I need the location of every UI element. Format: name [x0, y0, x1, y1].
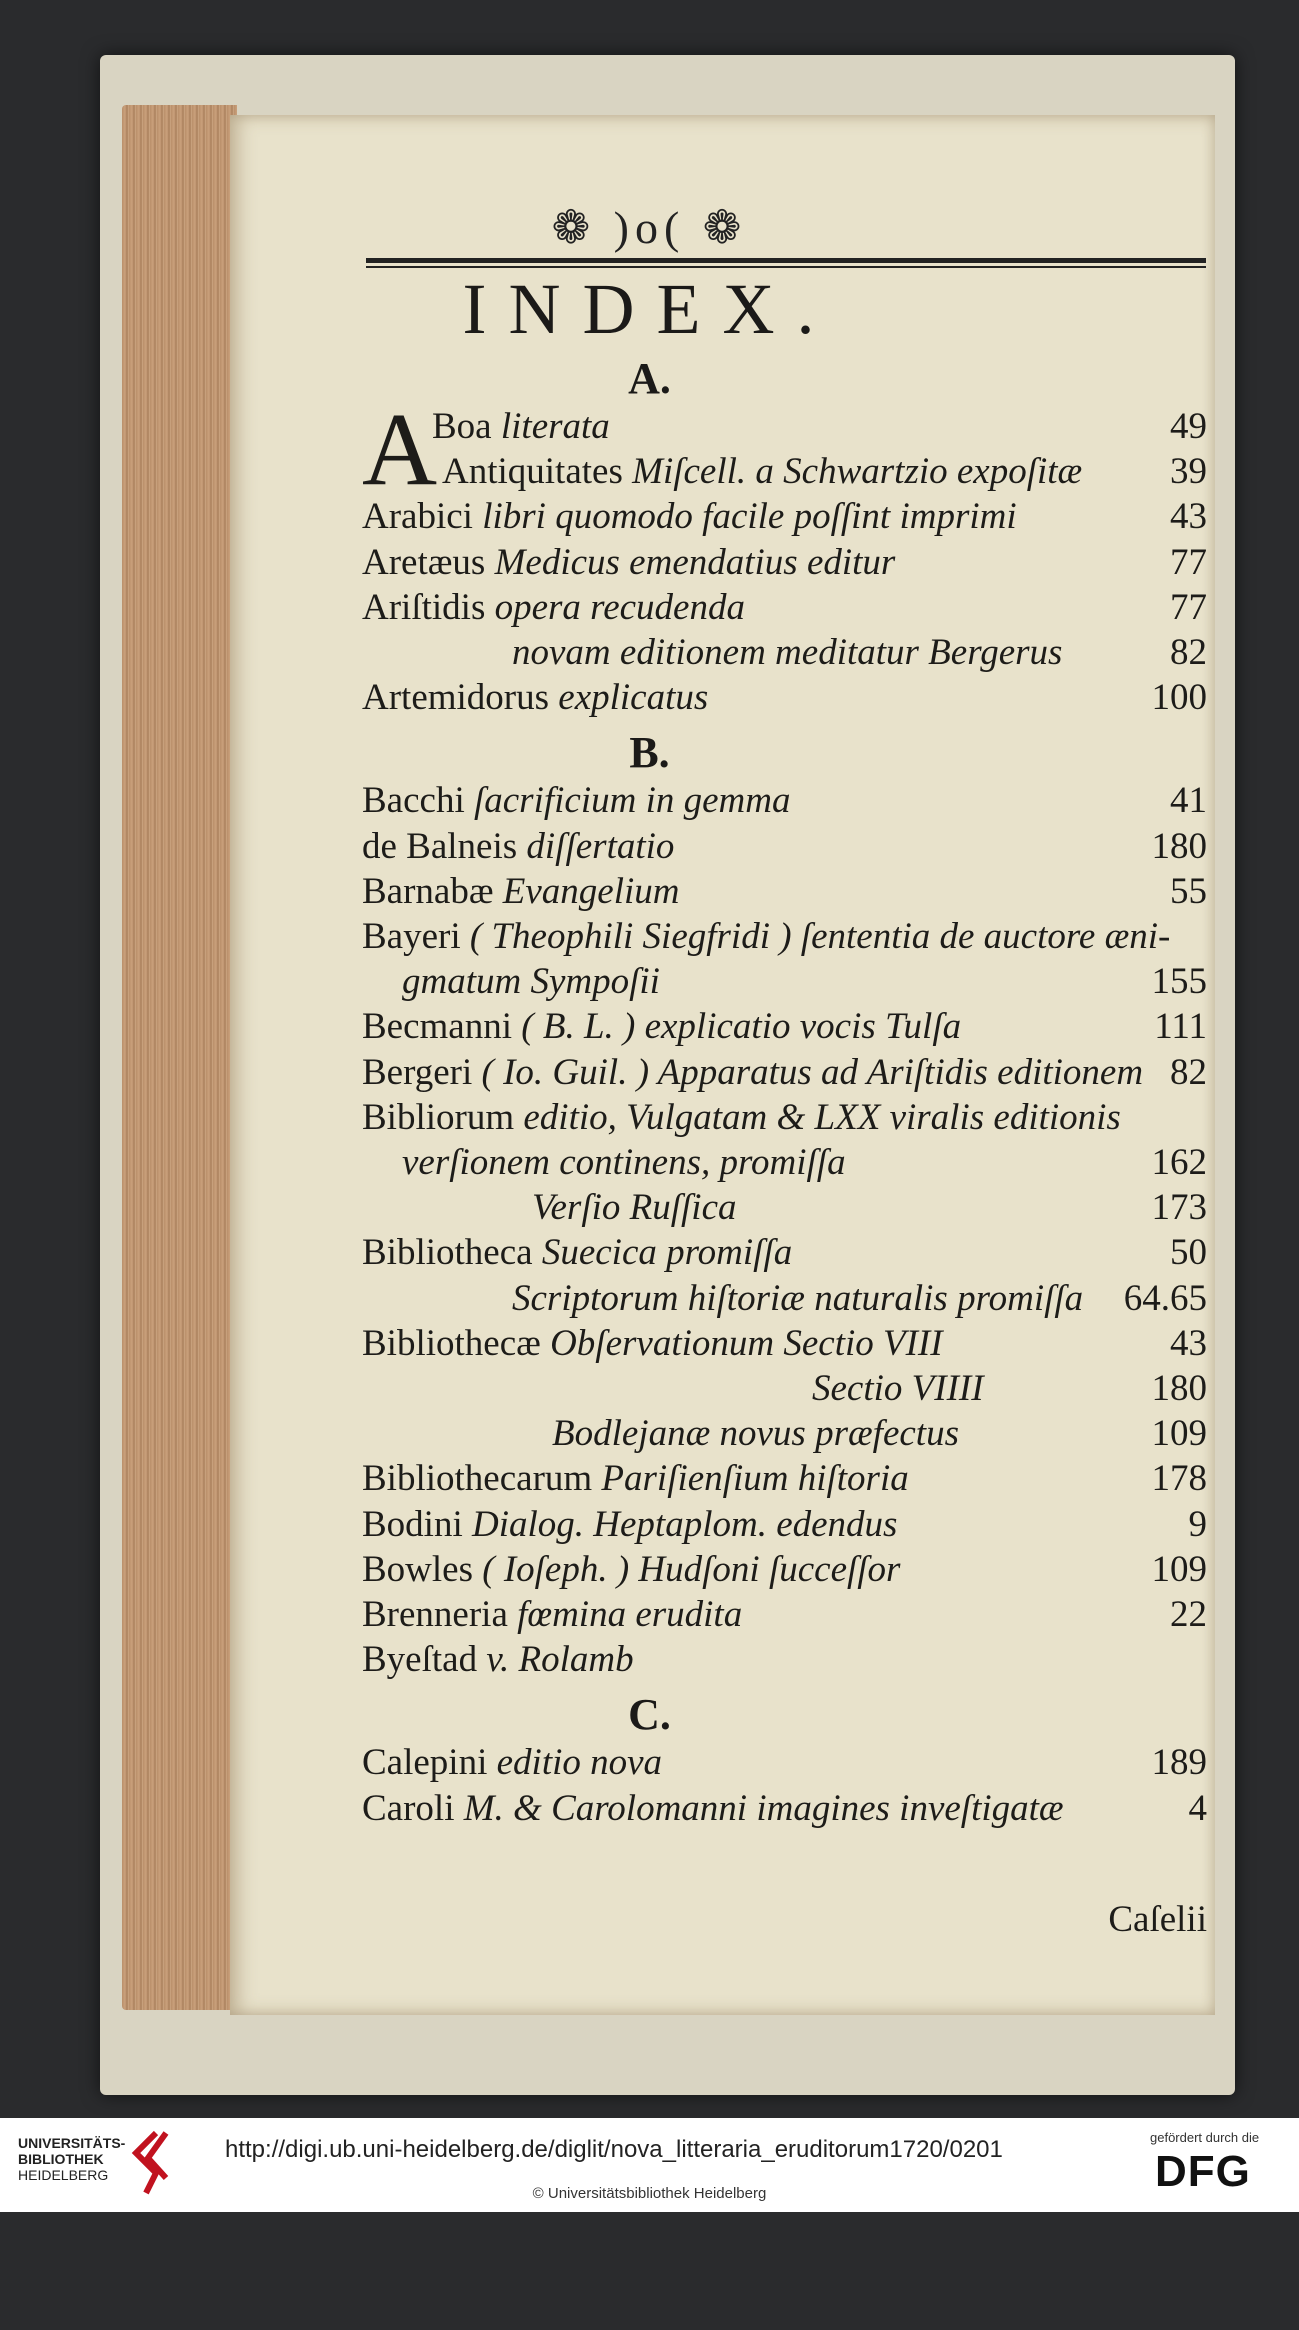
entry-description: ( Ioſeph. ) Hudſoni ſucceſſor — [473, 1548, 901, 1590]
entry-text — [442, 450, 1082, 493]
entry-headword: Bibliothecarum — [362, 1458, 593, 1500]
entry-description: Evangelium — [493, 870, 680, 912]
entry-text — [552, 1412, 959, 1455]
entry-text — [362, 870, 680, 913]
index-entry — [362, 915, 1207, 965]
entry-description: fœmina erudita — [507, 1594, 743, 1635]
entry-headword: Caroli — [362, 1787, 455, 1829]
entry-page-number: 77 — [1170, 586, 1207, 628]
entry-headword: Ariſtidis — [362, 586, 486, 628]
entry-text — [362, 541, 895, 584]
index-entry — [362, 405, 1207, 455]
index-entry — [362, 1005, 1207, 1055]
entry-text — [362, 676, 708, 719]
entry-description: gmatum Sympoſii — [402, 961, 660, 1003]
entry-page-number: 49 — [1170, 406, 1207, 447]
index-entry — [362, 1096, 1207, 1146]
library-logo-text: UNIVERSITÄTS- BIBLIOTHEK HEIDELBERG — [18, 2135, 126, 2183]
entry-description: novam editionem meditatur Bergerus — [512, 632, 1063, 673]
entry-description: M. & Carolomanni imagines inveſtigatæ — [454, 1787, 1064, 1829]
entry-page-number: 162 — [1151, 1142, 1207, 1183]
section-letter: B. — [629, 728, 670, 778]
entry-headword: Antiquitates — [442, 451, 623, 493]
entry-text — [362, 1457, 909, 1500]
index-entry — [362, 495, 1207, 545]
entry-headword: Aretæus — [362, 541, 486, 583]
entry-text — [362, 1503, 897, 1546]
entry-headword: Bodini — [362, 1503, 463, 1545]
entry-description: Sectio VIIII — [812, 1368, 984, 1409]
entry-page-number: 43 — [1170, 1322, 1207, 1364]
entry-headword: Artemidorus — [362, 677, 550, 719]
entry-text — [362, 1096, 1121, 1139]
entry-text — [362, 1741, 662, 1784]
index-entry — [362, 960, 1207, 1010]
entry-description: Dialog. Heptaplom. edendus — [462, 1503, 898, 1545]
section-letter: A. — [628, 354, 671, 403]
entry-text — [362, 1051, 1143, 1094]
index-entry — [362, 825, 1207, 875]
entry-description: ( B. L. ) explicatio vocis Tulſa — [512, 1006, 962, 1048]
entry-headword: Calepini — [362, 1742, 488, 1784]
index-entry — [362, 1186, 1207, 1236]
index-entry — [362, 450, 1207, 500]
entry-description: Verſio Ruſſica — [532, 1187, 737, 1229]
entry-description: ( Theophili Siegfridi ) ſententia de auctore æni- — [460, 916, 1171, 957]
entry-description: diſſertatio — [517, 825, 675, 867]
entry-headword: Brenneria — [362, 1594, 508, 1635]
entry-page-number: 173 — [1151, 1187, 1207, 1229]
entry-page-number: 189 — [1151, 1742, 1207, 1784]
entry-page-number: 155 — [1151, 961, 1207, 1003]
entry-headword: Becmanni — [362, 1006, 513, 1048]
entry-page-number: 43 — [1170, 496, 1207, 538]
entry-text — [402, 960, 660, 1003]
entry-description: Medicus emendatius editur — [485, 541, 896, 583]
dfg-logo: DFG — [1155, 2147, 1251, 2196]
entry-text — [362, 1005, 961, 1048]
entry-headword: Byeſtad — [362, 1639, 478, 1681]
entry-page-number: 55 — [1170, 870, 1207, 912]
entry-text — [362, 495, 1017, 538]
entry-text — [402, 1141, 846, 1184]
index-entry — [362, 1412, 1207, 1462]
entry-text — [362, 1593, 742, 1636]
index-entry — [362, 870, 1207, 920]
initial-A: A — [362, 392, 438, 507]
entry-text — [512, 631, 1062, 674]
index-entry — [362, 1051, 1207, 1101]
entry-text — [512, 1277, 1083, 1320]
entry-text — [362, 825, 674, 868]
entry-description: Bodlejanæ novus præfectus — [552, 1413, 959, 1455]
index-entry — [362, 1593, 1207, 1643]
entry-text — [362, 1322, 943, 1365]
entry-page-number: 77 — [1170, 541, 1207, 583]
entry-description: Pariſienſium hiſtoria — [592, 1458, 909, 1500]
entry-description: Suecica promiſſa — [532, 1232, 793, 1274]
entry-page-number: 180 — [1151, 825, 1207, 867]
index-entry — [362, 1741, 1207, 1791]
index-entry — [362, 1638, 1207, 1688]
index-entry — [362, 1503, 1207, 1553]
entry-page-number: 100 — [1151, 677, 1207, 719]
entry-page-number: 82 — [1170, 632, 1207, 673]
entry-description: libri quomodo facile poſſint imprimi — [472, 496, 1017, 538]
index-entry — [362, 1457, 1207, 1507]
entry-page-number: 39 — [1170, 451, 1207, 493]
index-entry — [362, 676, 1207, 726]
index-entry — [362, 779, 1207, 829]
entry-text — [812, 1367, 984, 1410]
entry-page-number: 178 — [1151, 1458, 1207, 1500]
copyright-text: © Universitätsbibliothek Heidelberg — [532, 2185, 767, 2202]
entry-description: opera recudenda — [485, 586, 745, 628]
entry-description: explicatus — [549, 677, 709, 719]
entry-page-number: 50 — [1170, 1232, 1207, 1274]
entry-description: Obſervationum Sectio VIII — [540, 1322, 943, 1364]
entry-description: v. Rolamb — [477, 1639, 634, 1681]
entry-headword: Barnabæ — [362, 870, 494, 912]
entry-text — [362, 1231, 792, 1274]
index-entry — [362, 586, 1207, 636]
entry-page-number: 64.65 — [1123, 1277, 1207, 1319]
page-title: INDEX. — [462, 269, 837, 349]
entry-description: verſionem continens, promiſſa — [402, 1142, 846, 1183]
index-entry — [362, 631, 1207, 681]
entry-headword: Bayeri — [362, 916, 461, 957]
entry-text — [362, 1548, 900, 1591]
entry-description: literata — [491, 406, 610, 447]
index-entry — [362, 1277, 1207, 1327]
entry-headword: Bibliorum — [362, 1096, 515, 1138]
entry-headword: Bacchi — [362, 780, 465, 822]
entry-text — [532, 1186, 737, 1229]
entry-page-number: 111 — [1154, 1006, 1207, 1048]
entry-text — [362, 779, 791, 822]
funding-note: gefördert durch die — [1150, 2130, 1260, 2145]
section-letter: C. — [628, 1690, 671, 1740]
entry-page-number: 9 — [1188, 1503, 1207, 1545]
entry-description: ſacrificium in gemma — [464, 780, 791, 822]
entry-description: Miſcell. a Schwartzio expoſitæ — [622, 451, 1083, 493]
entry-headword: Arabici — [362, 496, 473, 538]
entry-headword: Bibliothecæ — [362, 1322, 541, 1364]
entry-headword: de Balneis — [362, 825, 518, 867]
entry-page-number: 82 — [1170, 1051, 1207, 1093]
ornament: ❁ )o( ❁ — [551, 202, 748, 253]
index-entry — [362, 1548, 1207, 1598]
unused — [362, 2280, 1207, 2330]
entry-text — [432, 405, 610, 448]
entry-description: editio, Vulgatam & LXX viralis editionis — [514, 1096, 1121, 1138]
entry-page-number: 180 — [1151, 1368, 1207, 1409]
entry-page-number: 4 — [1188, 1787, 1207, 1829]
entry-text — [362, 1638, 634, 1681]
index-entry — [362, 1141, 1207, 1191]
entry-description: ( Io. Guil. ) Apparatus ad Ariſtidis editionem — [472, 1051, 1144, 1093]
header-rule — [366, 258, 1206, 263]
index-entry — [362, 1231, 1207, 1281]
entry-headword: Bowles — [362, 1548, 473, 1590]
entry-text — [362, 586, 745, 629]
index-entry — [362, 1322, 1207, 1372]
entry-page-number: 109 — [1151, 1413, 1207, 1455]
entry-headword: Bergeri — [362, 1051, 473, 1093]
entry-headword: Bibliotheca — [362, 1232, 533, 1274]
entry-page-number: 109 — [1151, 1548, 1207, 1590]
entry-page-number: 22 — [1170, 1594, 1207, 1635]
entry-description: Scriptorum hiſtoriæ naturalis promiſſa — [512, 1277, 1084, 1319]
index-entry — [362, 541, 1207, 591]
entry-headword: Boa — [432, 406, 492, 447]
entry-text — [362, 915, 1170, 958]
entry-text — [362, 1787, 1064, 1830]
entry-page-number: 41 — [1170, 780, 1207, 822]
catchword: Caſelii — [1108, 1899, 1207, 1940]
source-url-link[interactable]: http://digi.ub.uni-heidelberg.de/diglit/nova_litteraria_eruditorum1720/0201 — [225, 2136, 1003, 2163]
index-entry — [362, 1787, 1207, 1837]
entry-description: editio nova — [487, 1742, 663, 1784]
index-entry — [362, 1367, 1207, 1417]
